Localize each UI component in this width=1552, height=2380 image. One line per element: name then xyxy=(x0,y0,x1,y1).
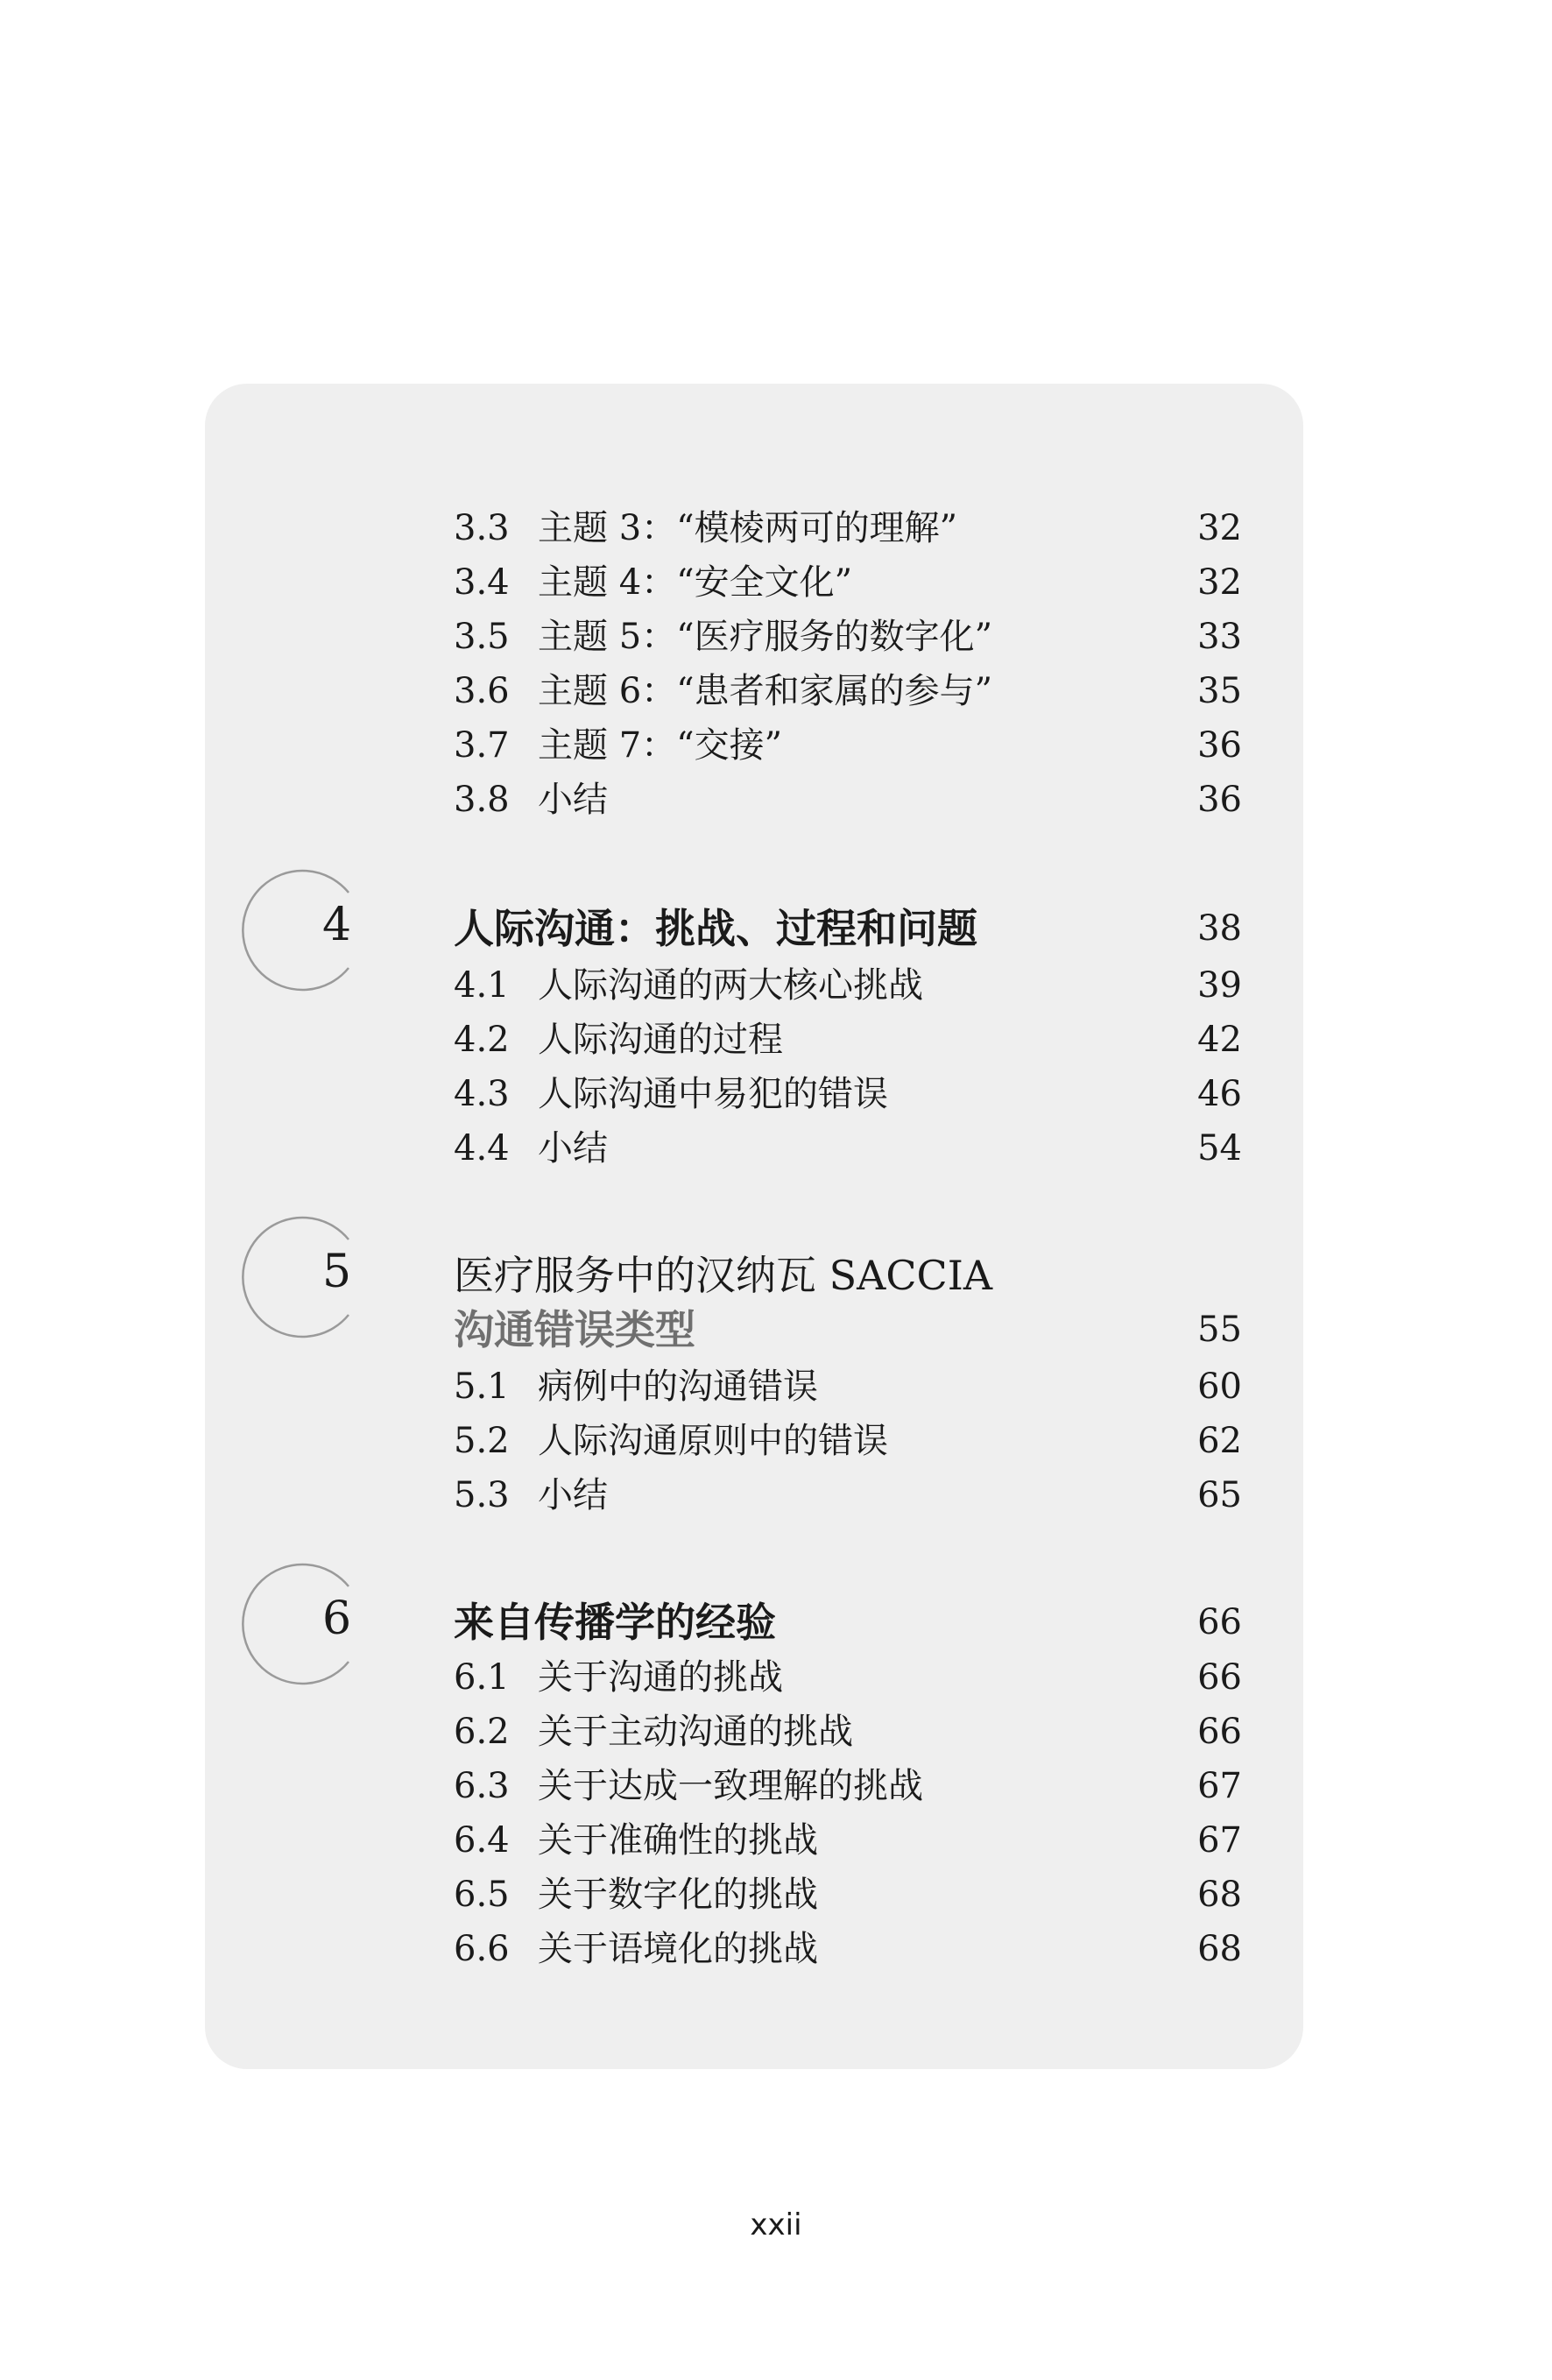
chapter-page: 38 xyxy=(1197,908,1242,949)
toc-entry-6-2[interactable] xyxy=(454,1705,1242,1759)
entry-title: 关于数字化的挑战 xyxy=(538,1875,818,1915)
toc-entry-5-3[interactable] xyxy=(454,1468,1242,1522)
chapter-6-marker xyxy=(235,1563,357,1685)
entry-page: 33 xyxy=(1197,617,1242,657)
entry-page: 46 xyxy=(1197,1074,1242,1114)
entry-page: 62 xyxy=(1197,1421,1242,1461)
toc-chapter-6[interactable] xyxy=(454,1594,1242,1650)
entry-number: 5.1 xyxy=(454,1367,510,1407)
entry-page: 60 xyxy=(1197,1367,1242,1407)
entry-number: 3.8 xyxy=(454,780,510,820)
entry-page: 68 xyxy=(1197,1929,1242,1969)
chapter-4-marker xyxy=(235,869,357,992)
entry-page: 36 xyxy=(1197,780,1242,820)
entry-number: 6.3 xyxy=(454,1766,510,1806)
entry-number: 6.4 xyxy=(454,1820,510,1861)
toc-entry-3-3[interactable] xyxy=(454,501,1242,555)
entry-number: 4.1 xyxy=(454,965,510,1006)
entry-title: 小结 xyxy=(538,1128,608,1169)
entry-page: 36 xyxy=(1197,725,1242,766)
entry-page: 54 xyxy=(1197,1128,1242,1169)
entry-number: 4.2 xyxy=(454,1020,510,1060)
entry-title: 人际沟通原则中的错误 xyxy=(538,1421,888,1461)
chapter-number: 6 xyxy=(322,1593,352,1645)
entry-title: 关于达成一致理解的挑战 xyxy=(538,1766,923,1806)
chapter-title: 来自传播学的经验 xyxy=(454,1599,776,1646)
entry-title: 关于准确性的挑战 xyxy=(538,1820,818,1861)
entry-page: 32 xyxy=(1197,562,1242,603)
toc-chapter-4[interactable] xyxy=(454,900,1242,957)
entry-number: 3.4 xyxy=(454,562,510,603)
chapter-page: 55 xyxy=(1197,1310,1242,1350)
entry-page: 65 xyxy=(1197,1475,1242,1515)
entry-page: 39 xyxy=(1197,965,1242,1006)
entry-number: 6.5 xyxy=(454,1875,510,1915)
chapter-number: 5 xyxy=(322,1246,352,1298)
entry-title: 主题 5：“医疗服务的数字化” xyxy=(538,617,993,657)
entry-page: 66 xyxy=(1197,1657,1242,1698)
entry-page: 66 xyxy=(1197,1712,1242,1752)
entry-title: 人际沟通中易犯的错误 xyxy=(538,1074,888,1114)
chapter-page: 66 xyxy=(1197,1602,1242,1642)
entry-page: 67 xyxy=(1197,1766,1242,1806)
toc-chapter-5-line2[interactable] xyxy=(454,1302,1242,1358)
entry-number: 4.3 xyxy=(454,1074,510,1114)
entry-title: 人际沟通的两大核心挑战 xyxy=(538,965,923,1006)
entry-number: 3.6 xyxy=(454,671,510,711)
entry-number: 5.2 xyxy=(454,1421,510,1461)
toc-entry-6-4[interactable] xyxy=(454,1813,1242,1868)
entry-number: 4.4 xyxy=(454,1128,510,1169)
entry-title: 人际沟通的过程 xyxy=(538,1020,783,1060)
entry-title: 主题 6：“患者和家属的参与” xyxy=(538,671,993,711)
entry-number: 5.3 xyxy=(454,1475,510,1515)
entry-title: 关于沟通的挑战 xyxy=(538,1657,783,1698)
chapter-title-continued: 沟通错误类型 xyxy=(454,1306,695,1353)
chapter-5-marker xyxy=(235,1216,357,1338)
entry-title: 小结 xyxy=(538,1475,608,1515)
entry-number: 3.3 xyxy=(454,508,510,548)
toc-entry-4-1[interactable] xyxy=(454,958,1242,1013)
entry-number: 3.7 xyxy=(454,725,510,766)
toc-entry-4-2[interactable] xyxy=(454,1013,1242,1067)
entry-title: 主题 3：“模棱两可的理解” xyxy=(538,508,958,548)
entry-page: 68 xyxy=(1197,1875,1242,1915)
toc-entry-3-6[interactable] xyxy=(454,664,1242,718)
chapter-title: 医疗服务中的汉纳瓦 SACCIA xyxy=(454,1252,993,1299)
toc-entry-4-4[interactable] xyxy=(454,1121,1242,1176)
toc-entry-6-3[interactable] xyxy=(454,1759,1242,1813)
entry-title: 病例中的沟通错误 xyxy=(538,1367,818,1407)
entry-number: 3.5 xyxy=(454,617,510,657)
toc-entry-3-8[interactable] xyxy=(454,773,1242,827)
entry-title: 主题 7：“交接” xyxy=(538,725,783,766)
entry-number: 6.2 xyxy=(454,1712,510,1752)
entry-number: 6.1 xyxy=(454,1657,510,1698)
toc-entry-6-5[interactable] xyxy=(454,1868,1242,1922)
entry-title: 主题 4：“安全文化” xyxy=(538,562,853,603)
toc-entry-3-7[interactable] xyxy=(454,718,1242,773)
entry-page: 35 xyxy=(1197,671,1242,711)
entry-page: 67 xyxy=(1197,1820,1242,1861)
chapter-title: 人际沟通：挑战、过程和问题 xyxy=(454,905,977,952)
toc-entry-5-2[interactable] xyxy=(454,1414,1242,1468)
entry-page: 42 xyxy=(1197,1020,1242,1060)
toc-entry-4-3[interactable] xyxy=(454,1067,1242,1121)
toc-entry-6-6[interactable] xyxy=(454,1922,1242,1976)
toc-chapter-5-line1[interactable] xyxy=(454,1247,1242,1303)
entry-title: 小结 xyxy=(538,780,608,820)
toc-entry-3-5[interactable] xyxy=(454,610,1242,664)
chapter-number: 4 xyxy=(322,899,352,951)
entry-title: 关于语境化的挑战 xyxy=(538,1929,818,1969)
toc-entry-3-4[interactable] xyxy=(454,555,1242,610)
toc-entry-5-1[interactable] xyxy=(454,1359,1242,1414)
entry-title: 关于主动沟通的挑战 xyxy=(538,1712,853,1752)
entry-page: 32 xyxy=(1197,508,1242,548)
page-number: xxii xyxy=(750,2207,802,2242)
entry-number: 6.6 xyxy=(454,1929,510,1969)
toc-entry-6-1[interactable] xyxy=(454,1650,1242,1705)
